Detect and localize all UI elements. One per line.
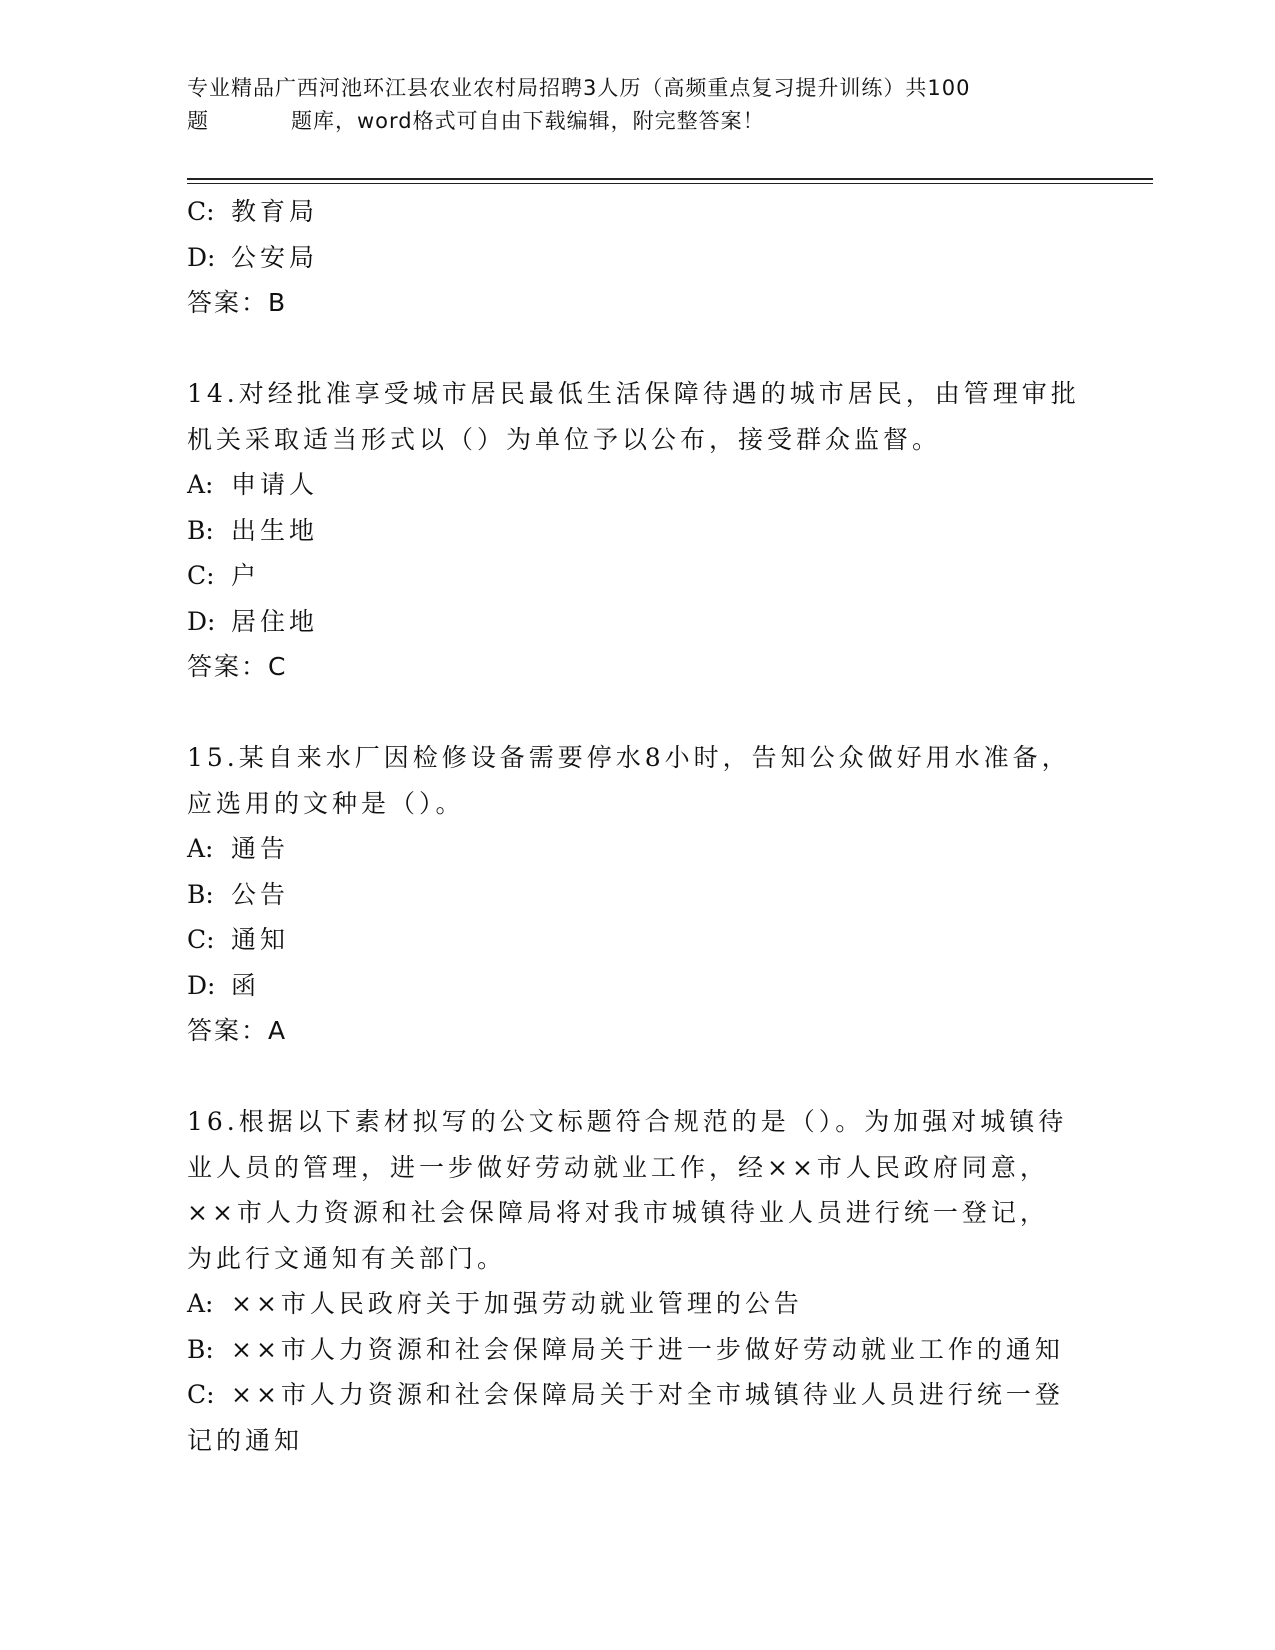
option-label: D: — [187, 242, 216, 272]
option-text: 户 — [231, 561, 261, 590]
header-divider-thin — [187, 183, 1153, 184]
option-text: 公告 — [231, 879, 290, 909]
page-header — [187, 72, 1067, 138]
option-label: C: — [187, 1380, 215, 1409]
option-label: C: — [187, 197, 215, 226]
option-line — [187, 1372, 1087, 1418]
option-text: 通告 — [231, 834, 290, 863]
option-text: 教育局 — [231, 197, 319, 226]
option-text: 通知 — [231, 925, 290, 954]
option-label: D: — [187, 606, 216, 636]
header-title-line-2 — [187, 105, 1067, 138]
header-title-fragment: 题 — [187, 109, 209, 133]
option-line — [187, 872, 1087, 918]
option-label: B: — [187, 1334, 214, 1364]
question-stem: 应选用的文种是（）。 — [187, 788, 465, 818]
option-line — [187, 917, 1087, 963]
header-title-text: 专业精品广西河池环江县农业农村局招聘3人历（高频重点复习提升训练）共100 — [187, 76, 971, 100]
question-stem: 16.根据以下素材拟写的公文标题符合规范的是（）。为加强对城镇待 — [187, 1107, 1068, 1136]
option-line — [187, 553, 1087, 599]
answer-line: 答案：B — [187, 288, 288, 317]
option-label: A: — [187, 470, 214, 499]
option-label: C: — [187, 925, 215, 954]
question-stem: ××市人力资源和社会保障局将对我市城镇待业人员进行统一登记， — [187, 1198, 1049, 1227]
question-stem: 机关采取适当形式以（）为单位予以公布，接受群众监督。 — [187, 424, 942, 454]
option-line — [187, 462, 1087, 508]
option-label: D: — [187, 970, 216, 1000]
question-stem: 为此行文通知有关部门。 — [187, 1243, 507, 1273]
option-text: ××市人力资源和社会保障局关于对全市城镇待业人员进行统一登 — [231, 1380, 1064, 1409]
answer-line: 答案：A — [187, 1016, 288, 1045]
option-line — [187, 508, 1087, 554]
option-line — [187, 235, 1087, 281]
question-stem: 15.某自来水厂因检修设备需要停水8小时，告知公众做好用水准备， — [187, 743, 1071, 772]
question-stem: 业人员的管理，进一步做好劳动就业工作，经××市人民政府同意， — [187, 1152, 1049, 1182]
option-text: ××市人力资源和社会保障局关于进一步做好劳动就业工作的通知 — [231, 1334, 1064, 1364]
header-title-line-1 — [187, 72, 1067, 105]
option-line — [187, 963, 1087, 1009]
option-label: B: — [187, 879, 214, 909]
header-subtitle-text: 题库，word格式可自由下载编辑，附完整答案！ — [291, 109, 765, 133]
option-text: ××市人民政府关于加强劳动就业管理的公告 — [231, 1289, 803, 1318]
answer-line: 答案：C — [187, 652, 288, 681]
option-label: B: — [187, 515, 214, 545]
header-divider-thick — [187, 178, 1153, 180]
option-label: C: — [187, 561, 215, 590]
option-line — [187, 1327, 1087, 1373]
document-body — [187, 189, 1087, 1463]
option-text: 居住地 — [231, 606, 319, 636]
option-text: 函 — [231, 970, 261, 1000]
option-line — [187, 826, 1087, 872]
option-label: A: — [187, 1289, 214, 1318]
option-text: 出生地 — [231, 515, 319, 545]
option-text: 申请人 — [231, 470, 319, 499]
option-text: 公安局 — [231, 242, 319, 272]
option-line — [187, 1281, 1087, 1327]
option-continuation: 记的通知 — [187, 1425, 304, 1455]
option-line — [187, 189, 1087, 235]
option-label: A: — [187, 834, 214, 863]
question-stem: 14.对经批准享受城市居民最低生活保障待遇的城市居民，由管理审批 — [187, 379, 1080, 408]
option-line — [187, 599, 1087, 645]
